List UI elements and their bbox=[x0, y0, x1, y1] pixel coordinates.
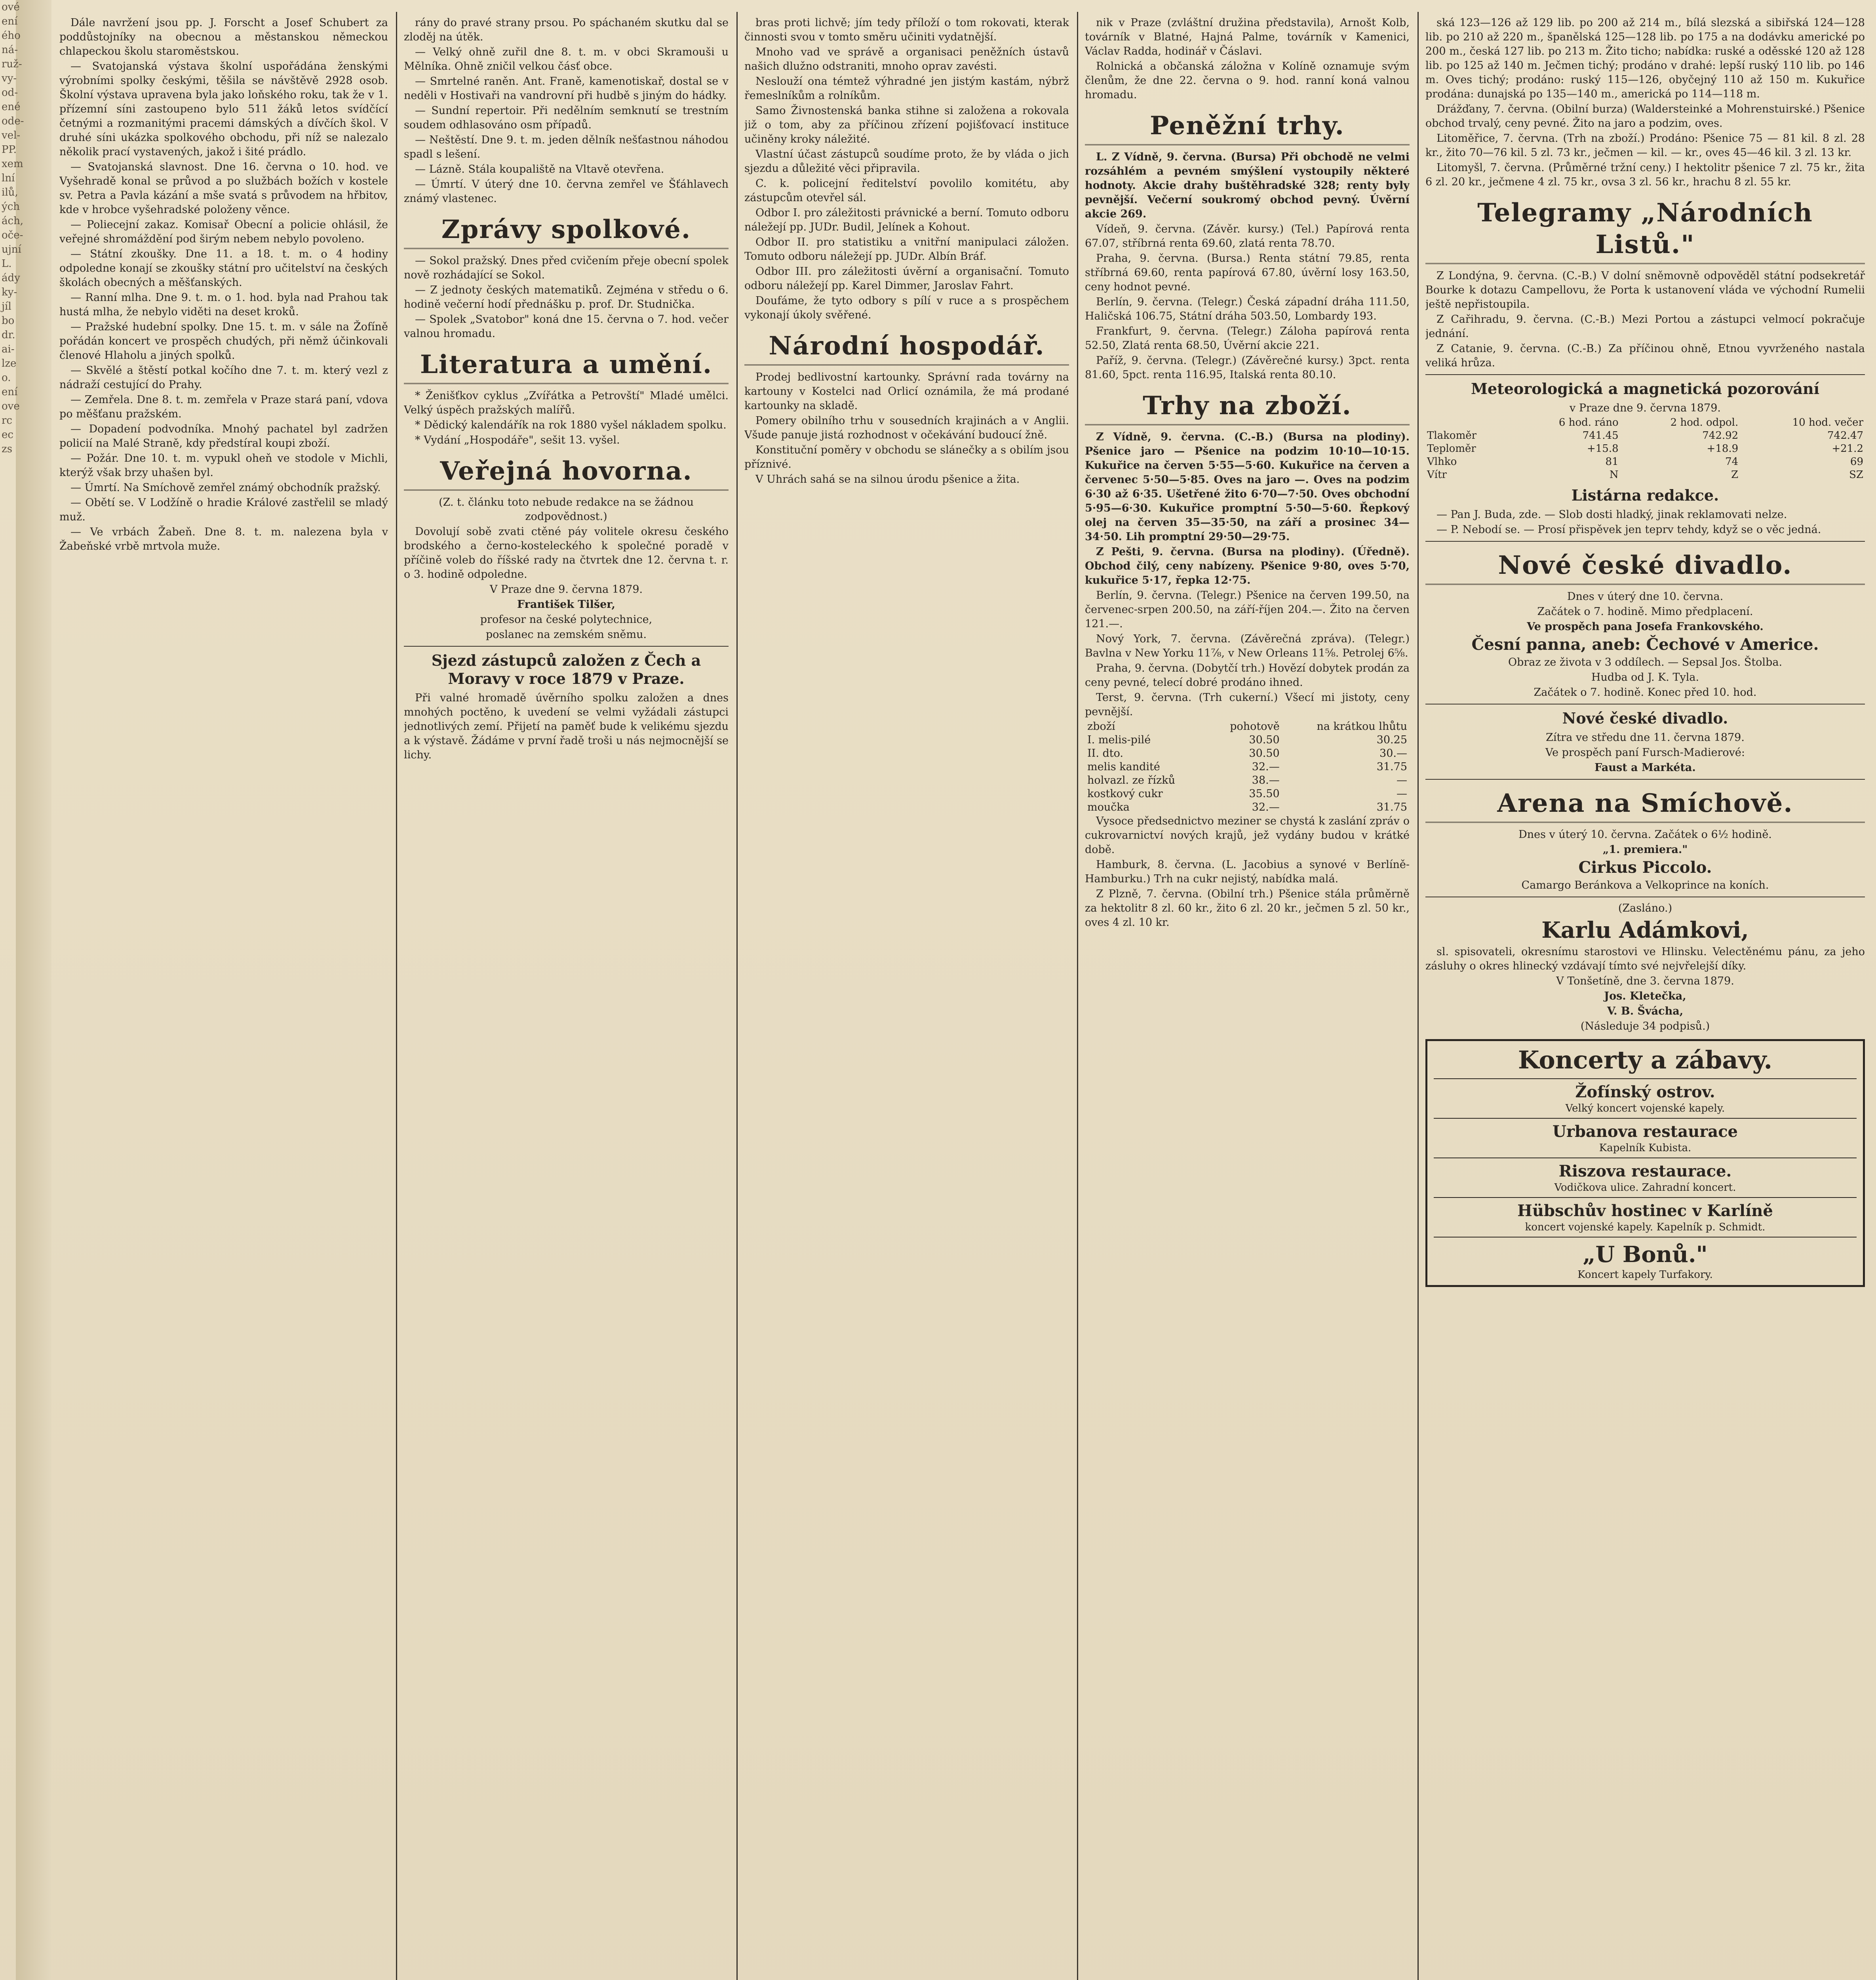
margin-fragment: ujní bbox=[2, 244, 21, 255]
ad-line: Začátek o 7. hodině. Konec před 10. hod. bbox=[1534, 686, 1757, 699]
article-paragraph: — Státní zkoušky. Dne 11. a 18. t. m. o 4 hodiny odpoledne konají se zkoušky státní pro učitelství na českých školách obecných a měšťanských. bbox=[59, 248, 388, 289]
article-paragraph: — Svatojanská slavnost. Dne 16. června o 10. hod. ve Vyšehradě konal se průvod a po službách božích v kostele sv. Petra a Pavla kázání a mše svatá s průvodem na hřbitov, kde v hrobce vyšehradské položeny věnce. bbox=[59, 161, 388, 216]
article-paragraph: Samo Živnostenská banka stihne si založena a rokovala již o tom, aby za příčinou zřízení pojišťovací instituce učiněny kroky náležité. bbox=[744, 105, 1069, 145]
margin-fragment: ná- bbox=[2, 44, 18, 56]
section-heading-literatura: Literatura a umění. bbox=[404, 349, 729, 384]
table-row bbox=[1425, 442, 1865, 455]
dateline: V Tonšetíně, dne 3. června 1879. bbox=[1556, 975, 1734, 987]
ad-line: Obraz ze života v 3 oddílech. — Sepsal Jos. Štolba. bbox=[1508, 656, 1783, 668]
table-header-cell: pohotově bbox=[1230, 720, 1280, 733]
listarna-heading: Listárna redakce. bbox=[1571, 486, 1719, 504]
karlu-text: sl. spisovateli, okresnímu starostovi ve Hlinsku. Velectěnému pánu, za jeho zásluhy o okres hlinecký vzdávají tímto své nejvřelejší díky. bbox=[1425, 946, 1865, 972]
market-report: Berlín, 9. června. (Telegr.) Česká západní dráha 111.50, Haličská 106.75, Státní dráha 503.50, Lombardy 193. bbox=[1085, 296, 1410, 322]
ad-line: Hudba od J. K. Tyla. bbox=[1591, 671, 1699, 683]
ad-heading-arena: Arena na Smíchově. bbox=[1425, 788, 1865, 823]
ad-line: Cirkus Piccolo. bbox=[1578, 858, 1712, 877]
article-heading-sjezd: Sjezd zástupců založen z Čech a Moravy v roce 1879 v Praze. bbox=[431, 651, 701, 687]
article-paragraph: Pomery obilního trhu v sousedních krajinách a v Anglii. Všude panuje jistá rozhodnost v očekávání budoucí žně. bbox=[744, 415, 1069, 441]
margin-fragment: ove bbox=[2, 400, 20, 412]
article-paragraph: — Lázně. Stála koupaliště na Vltavě otevřena. bbox=[415, 163, 664, 175]
table-cell: SZ bbox=[1849, 469, 1863, 481]
concert-desc: koncert vojenské kapely. Kapelník p. Schmidt. bbox=[1525, 1221, 1766, 1233]
margin-fragment: lní bbox=[2, 172, 15, 184]
table-row bbox=[1085, 787, 1410, 801]
table-cell: Teploměr bbox=[1427, 443, 1476, 455]
ad-heading-divadlo: Nové české divadlo. bbox=[1425, 550, 1865, 585]
ad-line: „1. premiera." bbox=[1602, 843, 1688, 856]
ad-line: Dnes v úterý dne 10. června. bbox=[1567, 590, 1724, 603]
article-paragraph: * Ženišťkov cyklus „Zvířátka a Petrovští" Mladé umělci. Velký úspěch pražských malířů. bbox=[404, 390, 729, 416]
divider bbox=[1434, 1118, 1857, 1119]
margin-fragment: ové bbox=[2, 1, 20, 13]
article-paragraph: — Zemřela. Dne 8. t. m. zemřela v Praze stará paní, vdova po měšťanu pražském. bbox=[59, 394, 388, 420]
table-cell: 32.— bbox=[1252, 801, 1280, 813]
table-cell: 31.75 bbox=[1376, 761, 1407, 773]
dateline: V Praze dne 9. června 1879. bbox=[489, 583, 643, 596]
table-cell: 30.50 bbox=[1249, 734, 1280, 746]
article-paragraph: V Uhrách sahá se na silnou úrodu pšenice a žita. bbox=[755, 473, 1020, 485]
article-paragraph: Vysoce předsednictvo meziner se chystá k zaslání zpráv o cukrovarnictví nových krajů, jež vydány budou v krátké době. bbox=[1085, 815, 1410, 856]
table-cell: Tlakoměr bbox=[1427, 430, 1477, 442]
concert-desc: Koncert kapely Turfakory. bbox=[1577, 1269, 1713, 1281]
margin-fragment: od- bbox=[2, 87, 18, 99]
table-cell: 741.45 bbox=[1582, 430, 1619, 442]
divider bbox=[404, 646, 729, 647]
table-cell: 30.— bbox=[1379, 747, 1407, 760]
market-report: Praha, 9. června. (Dobytčí trh.) Hovězí dobytek prodán za ceny pevné, telecí dobré prodáno ihned. bbox=[1085, 662, 1410, 689]
margin-fragment: dr. bbox=[2, 329, 15, 341]
column-1 bbox=[59, 16, 388, 1980]
column-rule bbox=[1417, 12, 1419, 1980]
table-cell: +18.9 bbox=[1707, 443, 1739, 455]
market-report: Terst, 9. června. (Trh cukerní.) Všecí mi jistoty, ceny pevnější. bbox=[1085, 691, 1410, 718]
divider bbox=[1425, 541, 1865, 542]
article-paragraph: Hamburk, 8. června. (L. Jacobius a synové v Berlíně-Hamburku.) Trh na cukr nejistý, nabídka malá. bbox=[1085, 859, 1410, 885]
table-cell: 742.92 bbox=[1702, 430, 1739, 442]
signature-role: poslanec na zemském sněmu. bbox=[485, 628, 647, 641]
article-paragraph: — Sokol pražský. Dnes před cvičením přeje obecní spolek nově rozhádající se Sokol. bbox=[404, 255, 729, 281]
article-paragraph: — Smrtelné raněn. Ant. Franě, kamenotiskař, dostal se v neděli v Hostivaři na vandrovní při hudbě s jiným do hádky. bbox=[404, 75, 729, 102]
left-margin-fragments bbox=[0, 0, 51, 1980]
table-cell: 69 bbox=[1850, 456, 1863, 468]
article-paragraph: — Neštěstí. Dne 9. t. m. jeden dělník nešťastnou náhodou spadl s lešení. bbox=[404, 134, 729, 160]
article-paragraph: — Z jednoty českých matematiků. Zejména v středu o 6. hodině večerní hodí přednášku p. prof. Dr. Studnička. bbox=[404, 284, 729, 310]
ad-line: Zítra ve středu dne 11. června 1879. bbox=[1546, 731, 1745, 744]
signature-note: (Následuje 34 podpisů.) bbox=[1580, 1020, 1710, 1032]
margin-fragment: ách, bbox=[2, 215, 24, 227]
table-cell: kostkový cukr bbox=[1087, 788, 1163, 800]
article-paragraph: — Spolek „Svatobor" koná dne 15. června o 7. hod. večer valnou hromadu. bbox=[404, 313, 729, 340]
column-rule bbox=[736, 12, 738, 1980]
ad-line: Camargo Beránkova a Velkoprince na koních. bbox=[1521, 879, 1769, 891]
table-cell: — bbox=[1397, 774, 1407, 786]
column-2 bbox=[404, 16, 729, 1980]
table-row bbox=[1085, 747, 1410, 760]
article-paragraph: Prodej bedlivostní kartounky. Správní rada továrny na kartouny v Kostelci nad Orlicí oznámila, že má prodané kartounky na skladě. bbox=[744, 371, 1069, 412]
table-cell: 38.— bbox=[1252, 774, 1280, 786]
article-paragraph: — Požár. Dne 10. t. m. vypukl oheň ve stodole v Michli, kterýž však brzy uhašen byl. bbox=[59, 452, 388, 479]
divider bbox=[1434, 1078, 1857, 1079]
ad-line: Faust a Markéta. bbox=[1594, 762, 1696, 774]
table-cell: 32.— bbox=[1252, 761, 1280, 773]
margin-fragment: rc bbox=[2, 415, 12, 426]
article-paragraph: Doufáme, že tyto odbory s pílí v ruce a s prospěchem vykonají úkoly svěřené. bbox=[744, 295, 1069, 321]
article-paragraph: C. k. policejní ředitelství povolilo komitétu, aby zástupcům otevřel sál. bbox=[744, 177, 1069, 204]
margin-fragment: bo bbox=[2, 315, 15, 327]
article-paragraph: Dále navržení jsou pp. J. Forscht a Josef Schubert za poddůstojníky na obecnou a městanskou německou chlapeckou školu staroměstskou. bbox=[59, 17, 388, 57]
margin-fragment: ky- bbox=[2, 286, 17, 298]
market-report: Vídeň, 9. června. (Závěr. kursy.) (Tel.) Papírová renta 67.07, stříbrná renta 69.60, zlatá renta 78.70. bbox=[1085, 223, 1410, 249]
concert-desc: Velký koncert vojenské kapely. bbox=[1565, 1102, 1725, 1114]
table-row bbox=[1425, 468, 1865, 482]
table-header-cell: 2 hod. odpol. bbox=[1670, 417, 1739, 428]
article-paragraph: Vlastní účast zástupců soudíme proto, že by vláda o jich sjezdu a důležité věci připravila. bbox=[744, 148, 1069, 175]
telegram-item: Z Londýna, 9. června. (C.-B.) V dolní sněmovně odpověděl státní podsekretář Bourke k dotazu Campellovu, že Porta k ustanovení vláda ve východní Rumelii ještě nepřistoupila. bbox=[1425, 270, 1865, 310]
market-report: Litoměřice, 7. června. (Trh na zboží.) Prodáno: Pšenice 75 — 81 kil. 8 zl. 28 kr., žito 70—76 kil. 5 zl. 73 kr., ječmen — kil. — kr., oves 45—46 kil. 3 zl. 13 kr. bbox=[1425, 132, 1865, 159]
margin-fragment: vel- bbox=[2, 129, 21, 141]
margin-fragment: lze bbox=[2, 358, 17, 369]
table-header-cell: 10 hod. večer bbox=[1792, 417, 1863, 428]
column-4 bbox=[1085, 16, 1410, 1980]
meteo-heading: Meteorologická a magnetická pozorování bbox=[1471, 380, 1820, 398]
article-paragraph: — Úmrtí. Na Smíchově zemřel známý obchodník pražský. bbox=[70, 482, 381, 494]
table-cell: Vlhko bbox=[1427, 456, 1457, 468]
table-cell: moučka bbox=[1087, 801, 1130, 813]
meteo-table bbox=[1425, 416, 1865, 482]
article-paragraph: — Ranní mlha. Dne 9. t. m. o 1. hod. byla nad Prahou tak hustá mlha, že nebylo viděti na deset kroků. bbox=[59, 291, 388, 318]
article-paragraph: — Svatojanská výstava školní uspořádána ženskými výrobními spolky českými, těšila se návštěvě 2928 osob. Školní výstava upravena byla jako loňského roku, tak že v 1. přízemní síni zastoupeno bylo 511 žáků letos svídčící četnými a rozmanitými pracemi dámských a dívčích škol. V druhé síni ukázka spolkového obchodu, při níž se nalezalo několik prací vystavených, jakož i šité prádlo. bbox=[59, 60, 388, 158]
meteo-subheading: v Praze dne 9. června 1879. bbox=[1570, 402, 1721, 414]
ad-line: Ve prospěch paní Fursch-Madierové: bbox=[1545, 746, 1745, 759]
article-paragraph: — Poliecejní zakaz. Komisař Obecní a policie ohlásil, že veřejné shromáždění pod širým nebem nebylo povoleno. bbox=[59, 219, 388, 245]
sugar-price-table bbox=[1085, 720, 1410, 814]
article-paragraph: — Ve vrbách Žabeň. Dne 8. t. m. nalezena byla v Žabeňské vrbě mrtvola muže. bbox=[59, 526, 388, 552]
article-paragraph: bras proti lichvě; jím tedy příloží o tom rokovati, kterak činnosti svou v tomto směru učiniti vydatnější. bbox=[744, 17, 1069, 43]
margin-fragment: ené bbox=[2, 101, 21, 113]
table-header-row bbox=[1085, 720, 1410, 733]
concerts-title: Koncerty a zábavy. bbox=[1518, 1045, 1773, 1074]
market-report: ská 123—126 až 129 lib. po 200 až 214 m., bílá slezská a sibiřská 124—128 lib. po 210 až 220 m., španělská 125—128 lib. po 175 a na dodávku americké po 200 m., česká 127 lib. po 213 m. Žito ticho; nabídka: ruské a oděsské 120 až 128 lib. po 125 až 140 m. Ječmen tichý; prodáno v drahé: lepší ruský 110 lib. po 146 m. Oves tichý; prodáno: ruský 115—126, obyčejný 110 až 150 m. Kukuřice prodána: dunajská po 135—140 m., americká po 114—118 m. bbox=[1425, 17, 1865, 100]
market-report: Drážďany, 7. června. (Obilní burza) (Waldersteinké a Mohrenstuirské.) Pšenice obchod trvalý, ceny pevné. Žito na jaro a podzim, oves. bbox=[1425, 103, 1865, 129]
section-heading-narodni-hospodar: Národní hospodář. bbox=[744, 330, 1069, 366]
article-paragraph: * Dědický kalendářík na rok 1880 vyšel nákladem spolku. bbox=[415, 419, 727, 431]
margin-fragment: ých bbox=[2, 201, 20, 213]
concert-venue: Riszova restaurace. bbox=[1558, 1162, 1732, 1180]
table-cell: 35.50 bbox=[1249, 788, 1280, 800]
listarna-item: — P. Nebodí se. — Prosí přispěvek jen teprv tehdy, když se o věc jedná. bbox=[1436, 524, 1821, 536]
concert-venue: „U Bonů." bbox=[1583, 1241, 1708, 1268]
signature-name: V. B. Švácha, bbox=[1607, 1005, 1684, 1017]
market-report: Z Pešti, 9. června. (Bursa na plodiny). (Úředně). Obchod čilý, ceny nabízeny. Pšenice 9·80, oves 5·70, kukuřice 5·17, řepka 12·75. bbox=[1085, 546, 1410, 586]
table-cell: 31.75 bbox=[1376, 801, 1407, 813]
concert-venue: Žofínský ostrov. bbox=[1575, 1083, 1715, 1101]
table-cell: Vítr bbox=[1427, 469, 1447, 481]
table-header-cell: zboží bbox=[1087, 720, 1115, 733]
table-cell: 30.25 bbox=[1376, 734, 1407, 746]
ad-line: Česní panna, aneb: Čechové v Americe. bbox=[1471, 635, 1819, 654]
ad-heading-divadlo-2: Nové české divadlo. bbox=[1562, 709, 1728, 727]
article-paragraph: — Dopadení podvodníka. Mnohý pachatel byl zadržen policií na Malé Straně, kdy předstíral koupi zboží. bbox=[59, 423, 388, 449]
table-cell: II. dto. bbox=[1087, 747, 1123, 760]
article-paragraph: — Úmrtí. V úterý dne 10. června zemřel ve Šťáhlavech známý vlastenec. bbox=[404, 178, 729, 205]
article-paragraph: — Skvělé a štěstí potkal kočího dne 7. t. m. který vezl z nádraží cestující do Prahy. bbox=[59, 364, 388, 391]
article-paragraph: Rolnická a občanská záložna v Kolíně oznamuje svým členům, že dne 22. června o 9. hod. ranní koná valnou hromadu. bbox=[1085, 60, 1410, 101]
table-header-row bbox=[1425, 416, 1865, 429]
table-cell: 74 bbox=[1725, 456, 1739, 468]
article-paragraph: * Vydání „Hospodáře", sešit 13. vyšel. bbox=[415, 434, 620, 446]
article-paragraph: Mnoho vad ve správě a organisaci peněžních ústavů našich dlužno odstraniti, mnoho oprav zavésti. bbox=[744, 46, 1069, 72]
margin-fragment: zs bbox=[2, 443, 13, 455]
table-cell: +21.2 bbox=[1832, 443, 1863, 455]
column-rule bbox=[396, 12, 397, 1980]
table-row bbox=[1425, 429, 1865, 442]
margin-fragment: jíl bbox=[2, 301, 11, 312]
article-paragraph: Dovolují sobě zvati ctěné páy volitele okresu českého brodského a černo-kosteleckého k společné poradě v příčině voleb do říšské rady na čtvrtek dne 12. června t. r. o 3. hodině odpoledne. bbox=[404, 525, 729, 581]
market-report: Berlín, 9. června. (Telegr.) Pšenice na červen 199.50, na červenec-srpen 200.50, na září-říjen 204.—. Žito na červen 121.—. bbox=[1085, 589, 1410, 630]
concert-venue: Urbanova restaurace bbox=[1552, 1122, 1738, 1141]
table-row bbox=[1085, 733, 1410, 747]
editorial-note: (Z. t. článku toto nebude redakce na se žádnou zodpovědnost.) bbox=[439, 496, 694, 523]
divider bbox=[1434, 1197, 1857, 1198]
concert-desc: Kapelník Kubista. bbox=[1599, 1142, 1691, 1154]
ad-line: Ve prospěch pana Josefa Frankovského. bbox=[1527, 621, 1764, 633]
table-header-cell: 6 hod. ráno bbox=[1558, 417, 1619, 428]
market-report: Z Vídně, 9. června. (C.-B.) (Bursa na plodiny). Pšenice jaro — Pšenice na podzim 10·10—10·15. Kukuřice na červen 5·55—5·60. Kukuřice na červen a červenec 5·50—5·85. Oves na jaro —. Oves na podzim 6·30 až 6·35. Ušetřené žito 6·70—7·50. Oves obchodní 5·95—6·30. Kukuřice promptní 5·50—5·60. Řepkový olej na červen 35—35·50, na září a prosinec 34—34·50. Lih promptní 29·50—29·75. bbox=[1085, 431, 1410, 543]
article-paragraph: Odbor I. pro záležitosti právnické a berní. Tomuto odboru náležejí pp. JUDr. Budil, Jelínek a Kohout. bbox=[744, 207, 1069, 233]
market-report: Frankfurt, 9. června. (Telegr.) Záloha papírová renta 52.50, Zlatá renta 68.50, Úvěrní akcie 221. bbox=[1085, 325, 1410, 352]
table-header-cell: na krátkou lhůtu bbox=[1317, 720, 1407, 733]
margin-fragment: o. bbox=[2, 372, 11, 384]
karlu-heading: Karlu Adámkovi, bbox=[1541, 917, 1749, 943]
article-paragraph: Odbor II. pro statistiku a vnitřní manipulaci záložen. Tomuto odboru náležejí pp. JUDr. Albín Bráf. bbox=[744, 236, 1069, 263]
article-paragraph: — Obětí se. V Lodžíně o hradie Králové zastřelil se mladý muž. bbox=[59, 497, 388, 523]
column-rule bbox=[1077, 12, 1078, 1980]
margin-fragment: ení bbox=[2, 386, 18, 398]
section-heading-trhy-na-zbozi: Trhy na zboží. bbox=[1085, 390, 1410, 425]
divider bbox=[1425, 374, 1865, 375]
article-paragraph: rány do pravé strany prsou. Po spáchaném skutku dal se zloděj na útěk. bbox=[404, 17, 729, 43]
signature-name: František Tilšer, bbox=[517, 598, 615, 611]
margin-fragment: ode- bbox=[2, 115, 24, 127]
ad-line: Začátek o 7. hodině. Mimo předplacení. bbox=[1537, 605, 1753, 618]
article-paragraph: Z Plzně, 7. června. (Obilní trh.) Pšenice stála průměrně za hektolitr 8 zl. 60 kr., žito 6 zl. 20 kr., ječmen 5 zl. 50 kr., oves 4 zl. 10 kr. bbox=[1085, 888, 1410, 929]
article-paragraph: Neslouží ona témtež výhradné jen jistým kastám, nýbrž řemeslníkům a rolníkům. bbox=[744, 75, 1069, 102]
margin-fragment: xem bbox=[2, 158, 23, 170]
margin-fragment: ec bbox=[2, 429, 13, 441]
margin-fragment: ení bbox=[2, 15, 18, 27]
listarna-item: — Pan J. Buda, zde. — Slob dosti hladký, jinak reklamovati nelze. bbox=[1436, 508, 1787, 521]
margin-fragment: ai- bbox=[2, 343, 15, 355]
table-cell: — bbox=[1397, 788, 1407, 800]
zaslano-label: (Zasláno.) bbox=[1618, 902, 1672, 914]
margin-fragment: PP. bbox=[2, 144, 17, 156]
divider bbox=[1425, 779, 1865, 780]
concert-desc: Vodičkova ulice. Zahradní koncert. bbox=[1554, 1182, 1736, 1194]
market-report: Litomyšl, 7. června. (Průměrné tržní ceny.) I hektolitr pšenice 7 zl. 75 kr., žita 6 zl. 20 kr., ječmene 4 zl. 75 kr., ovsa 3 zl. 56 kr., hrachu 8 zl. 55 kr. bbox=[1425, 162, 1865, 188]
divider bbox=[1434, 1237, 1857, 1238]
table-row bbox=[1085, 801, 1410, 814]
margin-fragment: ého bbox=[2, 30, 21, 42]
section-heading-zpravy-spolkove: Zprávy spolkové. bbox=[404, 214, 729, 249]
market-report: Paříž, 9. června. (Telegr.) (Závěrečné kursy.) 3pct. renta 81.60, 5pct. renta 116.95, Italská renta 80.10. bbox=[1085, 354, 1410, 381]
article-paragraph: Při valné hromadě úvěrního spolku založen a dnes mnohých poctěno, k uvedení se velmi vyžádali zástupci jednotlivých zemí. Přijetí na paměť bude k velikému sjezdu a k výstavě. Žádáme v první řadě troši u nás nejmocnější se lichy. bbox=[404, 692, 729, 761]
column-3 bbox=[744, 16, 1069, 1980]
concerts-ad-box bbox=[1425, 1039, 1865, 1287]
section-heading-telegramy: Telegramy „Národních Listů." bbox=[1425, 197, 1865, 264]
table-row bbox=[1085, 774, 1410, 787]
article-paragraph: Konstituční poměry v obchodu se slánečky a s obilím jsou příznivé. bbox=[744, 444, 1069, 470]
table-cell: Z bbox=[1731, 469, 1739, 481]
margin-fragment: ilů, bbox=[2, 187, 18, 198]
table-cell: 742.47 bbox=[1827, 430, 1863, 442]
table-cell: 30.50 bbox=[1249, 747, 1280, 760]
margin-fragment: oče- bbox=[2, 229, 23, 241]
table-cell: N bbox=[1609, 469, 1619, 481]
table-cell: I. melis-pilé bbox=[1087, 734, 1151, 746]
article-paragraph: — Velký ohně zuřil dne 8. t. m. v obci Skramouši u Mělníka. Ohně zničil velkou čásť obce. bbox=[404, 46, 729, 72]
signature-name: Jos. Kletečka, bbox=[1604, 990, 1686, 1002]
section-heading-verejna-hovorna: Veřejná hovorna. bbox=[404, 455, 729, 491]
article-paragraph: — Pražské hudební spolky. Dne 15. t. m. v sále na Žofíně pořádán koncert ve prospěch chudých, při němž účinkovali členové Hlaholu a jiných spolků. bbox=[59, 321, 388, 362]
article-paragraph: — Sundní repertoir. Při nedělním semknutí se trestním soudem odhlasováno osm případů. bbox=[404, 105, 729, 131]
market-report: Praha, 9. června. (Bursa.) Renta státní 79.85, renta stříbrná 69.60, renta papírová 67.80, úvěrní losy 163.50, ceny hodnot pevné. bbox=[1085, 252, 1410, 293]
table-row bbox=[1085, 760, 1410, 774]
margin-fragment: ády bbox=[2, 272, 20, 284]
signature-role: profesor na české polytechnice, bbox=[480, 613, 653, 626]
market-report: L. Z Vídně, 9. června. (Bursa) Při obchodě ne velmi rozsáhlém a pevném smýšlení vystoupily některé hodnoty. Akcie drahy buštěhradské 328; renty byly pevnější. Večerní soukromý obchod pevný. Úvěrní akcie 269. bbox=[1085, 151, 1410, 220]
margin-fragment: vy- bbox=[2, 72, 17, 84]
table-cell: melis kandité bbox=[1087, 761, 1160, 773]
concert-venue: Hübschův hostinec v Karlíně bbox=[1517, 1201, 1773, 1220]
market-report: Nový York, 7. června. (Závěrečná zpráva). (Telegr.) Bavlna v New Yorku 11⅞, v New Orleans 11⅝. Petrolej 6⅝. bbox=[1085, 633, 1410, 659]
article-paragraph: Odbor III. pro záležitosti úvěrní a organisační. Tomuto odboru náležejí pp. Karel Dimmer, Jaroslav Fahrt. bbox=[744, 265, 1069, 292]
table-row bbox=[1425, 455, 1865, 468]
table-cell: 81 bbox=[1605, 456, 1619, 468]
table-cell: holvazl. ze řízků bbox=[1087, 774, 1175, 786]
table-cell: +15.8 bbox=[1587, 443, 1619, 455]
table-header-cell bbox=[1425, 416, 1514, 429]
section-heading-penezni-trhy: Peněžní trhy. bbox=[1085, 110, 1410, 145]
margin-fragment: L. bbox=[2, 258, 12, 270]
telegram-item: Z Cařihradu, 9. června. (C.-B.) Mezi Portou a zástupci velmocí pokračuje jednání. bbox=[1425, 313, 1865, 340]
telegram-item: Z Catanie, 9. června. (C.-B.) Za příčinou ohně, Etnou vyvrženého nastala veliká hrůza. bbox=[1425, 343, 1865, 369]
margin-fragment: ruž- bbox=[2, 58, 22, 70]
column-5 bbox=[1425, 16, 1865, 1980]
ad-line: Dnes v úterý 10. června. Začátek o 6½ hodině. bbox=[1518, 828, 1772, 841]
article-paragraph: nik v Praze (zvláštní družina představila), Arnošt Kolb, továrník v Blatné, Hajná Palme, továrník v Kamenici, Václav Radda, hodinář v Čáslavi. bbox=[1085, 17, 1410, 57]
